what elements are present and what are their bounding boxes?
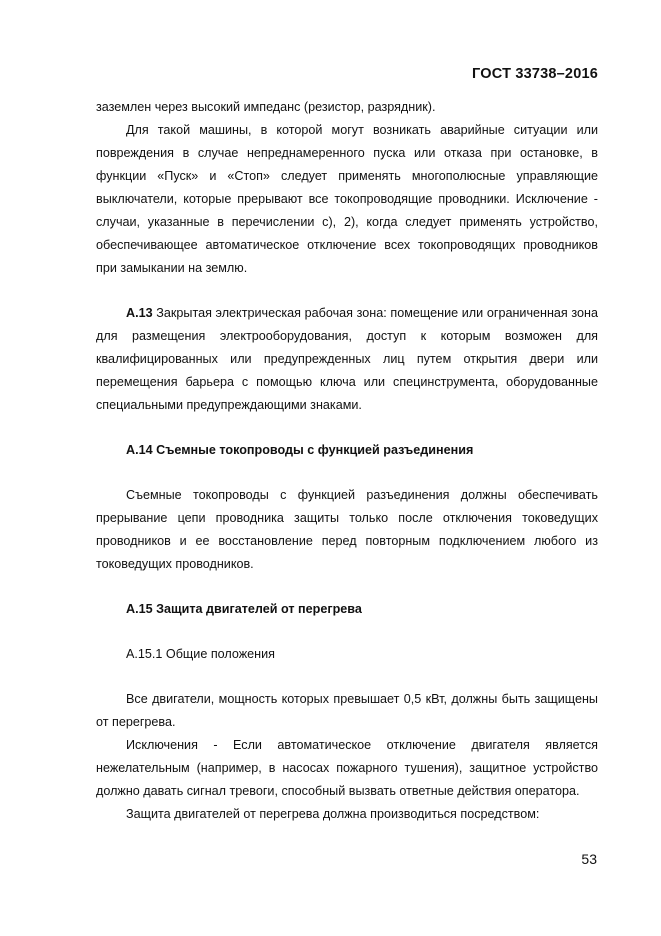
paragraph-motors-protection: Все двигатели, мощность которых превышает 0,5 кВт, должны быть защищены от перегрева. xyxy=(96,692,598,729)
heading-a15: А.15 Защита двигателей от перегрева xyxy=(126,602,362,616)
paragraph-exceptions: Исключения - Если автоматическое отключение двигателя является нежелательным (например, в насосах пожарного тушения), защитное устройство должно давать сигнал тревоги, способный вызвать ответные действия оператора. xyxy=(96,738,598,798)
clause-a13 xyxy=(96,302,598,417)
heading-a151: А.15.1 Общие положения xyxy=(126,647,275,661)
paragraph-protection-means: Защита двигателей от перегрева должна производиться посредством: xyxy=(126,807,540,821)
paragraph-continuation: заземлен через высокий импеданс (резистор, разрядник). xyxy=(96,100,436,114)
page-body xyxy=(96,96,598,826)
page-number: 53 xyxy=(581,851,597,867)
clause-a13-number: А.13 xyxy=(126,306,153,320)
clause-a13-text: Закрытая электрическая рабочая зона: помещение или ограниченная зона для размещения электрооборудования, доступ к которым возможен для квалифицированных или предупрежденных лиц путем открытия двери или перемещения барьера с помощью ключа или специнструмента, оборудованные специальными предупреждающими знаками. xyxy=(96,306,598,412)
clause-a14-text: Съемные токопроводы с функцией разъединения должны обеспечивать прерывание цепи проводника защиты только после отключения токоведущих проводников и ее восстановление перед повторным подключением любого из токоведущих проводников. xyxy=(96,488,598,571)
standard-designation: ГОСТ 33738–2016 xyxy=(472,66,598,82)
paragraph-multipole-switches: Для такой машины, в которой могут возникать аварийные ситуации или повреждения в случае непреднамеренного пуска или отказа при остановке, в функции «Пуск» и «Стоп» следует применять многополюсные управляющие выключатели, которые прерывают все токопроводящие проводники. Исключение - случаи, указанные в перечислении с), 2), когда следует применять устройство, обеспечивающее автоматическое отключение всех токопроводящих проводников при замыкании на землю. xyxy=(96,123,598,275)
heading-a14: А.14 Съемные токопроводы с функцией разъединения xyxy=(126,443,474,457)
